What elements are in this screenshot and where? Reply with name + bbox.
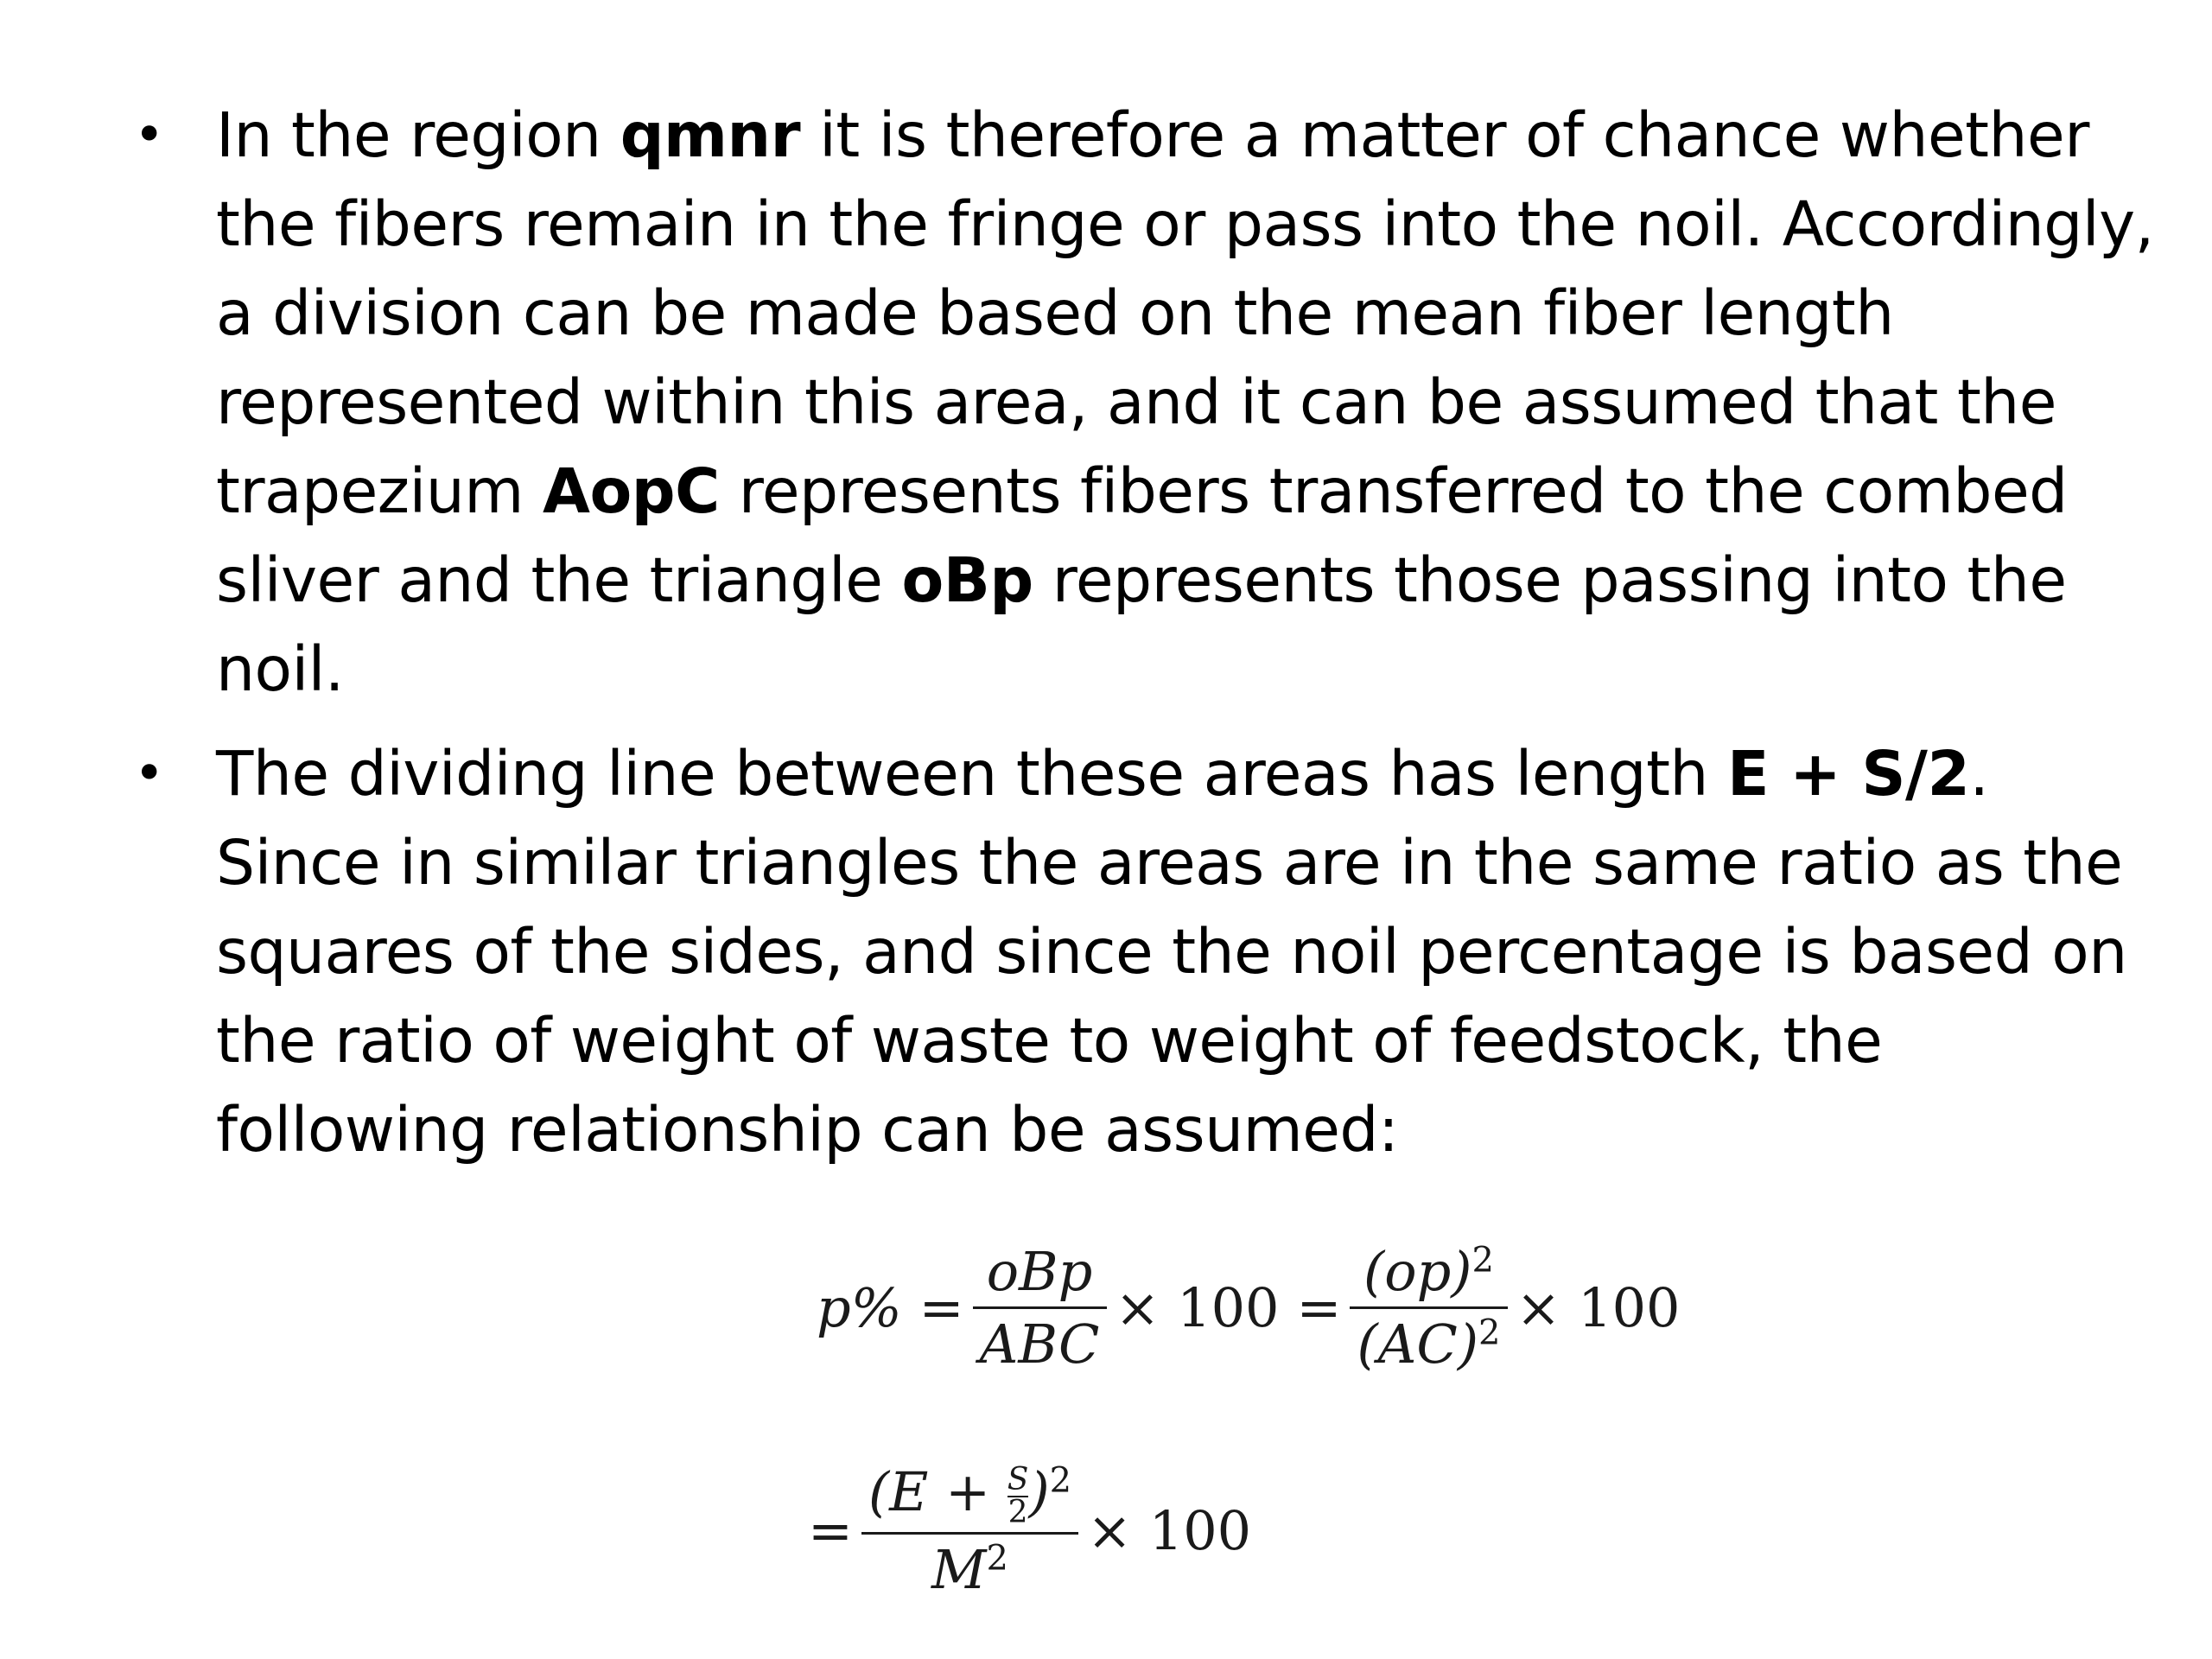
bullet-2-text-1: The dividing line between these areas has length [216, 738, 1727, 810]
eq2-num-open: (E + [868, 1460, 1007, 1523]
eq1-f2-numerator [1350, 1240, 1507, 1309]
eq2-small-frac-num: S [1007, 1461, 1029, 1497]
eq1-f1-denominator: ABC [979, 1313, 1100, 1376]
eq1-lhs: p% [817, 1276, 902, 1339]
bullet-list [134, 91, 2160, 1190]
bullet-1-text-4: represents those passing into the noil. [216, 544, 2067, 705]
eq2-num-exp: 2 [1049, 1460, 1072, 1501]
bullet-1-bold-aopc: AopC [543, 455, 720, 527]
eq2-num-close: ) [1028, 1460, 1050, 1523]
eq2-times: × 100 [1087, 1498, 1252, 1562]
bullet-1-text-3: represents fibers transferred to the combed sliver and the triangle [216, 455, 2068, 616]
eq1-fraction-1 [973, 1240, 1107, 1376]
equation-1 [808, 1240, 1689, 1376]
eq1-f1-numerator: oBp [973, 1240, 1107, 1309]
eq1-times-2: × 100 [1516, 1276, 1681, 1339]
eq2-den-base: M [931, 1537, 987, 1601]
eq1-equals-1: = [918, 1276, 964, 1339]
eq2-num-small-fraction [1007, 1461, 1029, 1530]
eq1-f2-denominator [1350, 1309, 1507, 1376]
bullet-dot-icon: • [134, 105, 164, 165]
eq1-fraction-2 [1350, 1240, 1507, 1376]
bullet-item-2 [134, 729, 2160, 1174]
bullet-1-text-2: it is therefore a matter of chance whether the fibers remain in the fringe or pass into the noil. Accordingly, a division can be made based on the mean fiber length represented within this area, and it can be assumed that the trapezium [216, 99, 2154, 527]
bullet-1-bold-qmnr: qmnr [620, 99, 801, 171]
eq2-fraction [861, 1460, 1078, 1601]
bullet-2-text-2: . Since in similar triangles the areas are in the same ratio as the squares of the sides, and since the noil percentage is based on the ratio of weight of waste to weight of feedstock, the following relationship can be assumed: [216, 738, 2127, 1166]
bullet-2-bold-e-s2: E + S/2 [1726, 738, 1970, 810]
eq2-denominator [861, 1535, 1078, 1601]
eq2-numerator [861, 1460, 1078, 1535]
eq1-f2-num-exp: 2 [1471, 1240, 1494, 1281]
equation-2 [799, 1460, 1260, 1601]
bullet-dot-icon: • [134, 743, 164, 804]
eq2-small-frac-den: 2 [1007, 1494, 1028, 1530]
bullet-1-text-1: In the region [216, 99, 620, 171]
bullet-item-1 [134, 91, 2160, 714]
eq2-equals: = [808, 1498, 853, 1562]
eq2-den-exp: 2 [986, 1538, 1008, 1579]
eq1-f2-den-exp: 2 [1478, 1313, 1501, 1353]
eq1-times-1: × 100 [1115, 1276, 1280, 1339]
eq1-equals-2: = [1296, 1276, 1342, 1339]
eq1-f2-num-base: (op) [1363, 1240, 1472, 1303]
eq1-f2-den-base: (AC) [1357, 1313, 1479, 1376]
bullet-1-bold-obp: oBp [901, 544, 1033, 616]
